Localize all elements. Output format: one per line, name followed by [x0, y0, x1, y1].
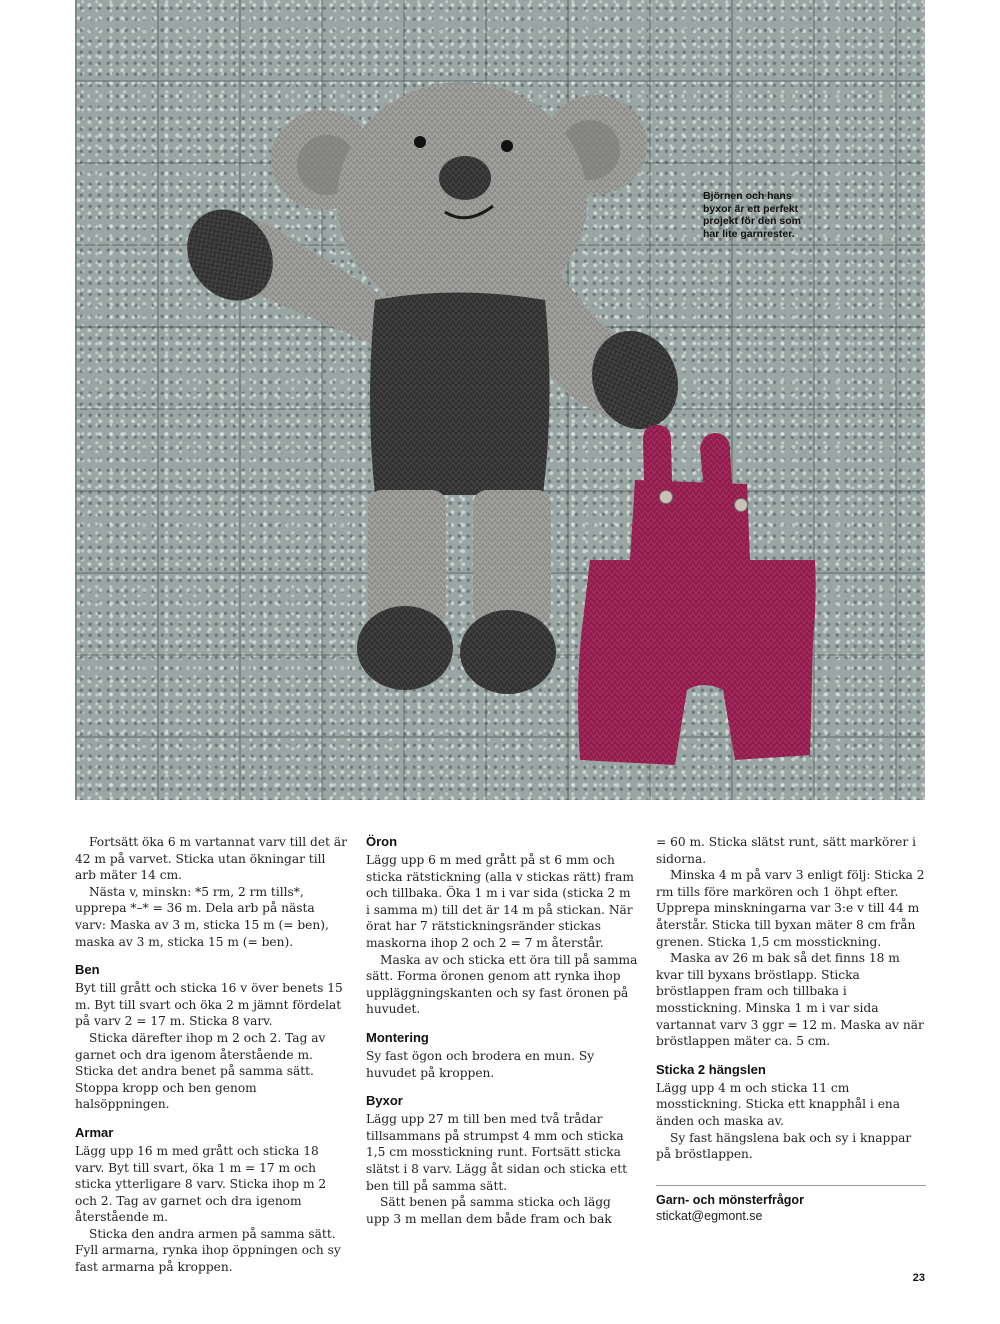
overalls-right-button [735, 499, 748, 512]
section-heading-montering: Montering [366, 1029, 429, 1045]
paragraph: Sy fast hängslena bak och sy i knappar på bröstlappen. [656, 1130, 912, 1162]
section-heading-ben: Ben [75, 962, 100, 978]
paragraph: Maska av och sticka ett öra till på samma sätt. Forma öronen genom att rynka ihop uppläggningskanten och sy fast öronen på huvudet. [366, 952, 638, 1017]
section-heading-armar: Armar [75, 1124, 114, 1140]
text-column-3 [656, 834, 926, 1225]
paragraph: Sticka därefter ihop m 2 och 2. Tag av garnet och dra igenom återstående m. Sticka det andra benet på samma sätt. Stoppa kropp och ben genom halsöppningen. [75, 1030, 326, 1112]
section-heading-hangslen: Sticka 2 hängslen [656, 1061, 766, 1077]
photo-caption: Björnen och hans byxor är ett perfekt projekt för den som har lite garnrester. [703, 190, 802, 240]
paragraph: Lägg upp 27 m till ben med två trådar tillsammans på strumpst 4 mm och sticka 1,5 cm mosstickning runt. Fortsätt sticka slätst i 8 varv. Lägg åt sidan och sticka ett ben till på samma sätt. [366, 1112, 628, 1193]
teddy-bear-and-overalls-illustration [75, 0, 925, 800]
paragraph: Lägg upp 4 m och sticka 11 cm mosstickning. Sticka ett knapphål i ena änden och maska av. [656, 1080, 901, 1128]
paragraph: Maska av 26 m bak så det finns 18 m kvar till byxans bröstlapp. Sticka bröstlappen fram och tillbaka i mosstickning. Minska 1 m i var sida vartannat varv 3 ggr = 12 m. Maska av när bröstlappen mäter ca. 5 cm. [656, 951, 924, 1049]
bear-head [337, 82, 587, 318]
contact-heading: Garn- och mönsterfrågor [656, 1192, 804, 1207]
text-column-1 [75, 834, 347, 1276]
text-column-2 [366, 834, 638, 1227]
paragraph: Fortsätt öka 6 m vartannat varv till det är 42 m på varvet. Sticka utan ökningar till arb mäter 14 cm. [75, 835, 347, 883]
paragraph: = 60 m. Sticka slätst runt, sätt markörer i sidorna. [656, 835, 916, 866]
bear-left-eye [414, 136, 426, 148]
bear-nose [439, 156, 491, 200]
overalls-left-button [660, 491, 673, 504]
bear-right-eye [501, 140, 513, 152]
bear-right-leg [473, 490, 551, 625]
divider [656, 1185, 926, 1186]
contact-email-link[interactable]: stickat@egmont.se [656, 1208, 763, 1223]
page-number: 23 [912, 1272, 925, 1284]
hero-photo [75, 0, 925, 800]
paragraph: Sticka den andra armen på samma sätt. Fyll armarna, rynka ihop öppningen och sy fast armarna på kroppen. [75, 1226, 341, 1275]
paragraph: Minska 4 m på varv 3 enligt följ: Sticka 2 rm tills före markören och 1 öhpt efter. Upprepa minskningarna var 3:e v till 44 m återstår. Sticka till byxan mäter 8 cm från grenen. Sticka 1,5 cm mosstickning. [656, 868, 925, 949]
bear-left-leg [368, 490, 446, 625]
paragraph: Byt till grått och sticka 16 v över benets 15 m. Byt till svart och öka 2 m jämnt fördelat på varv 2 = 17 m. Sticka 8 varv. [75, 981, 343, 1029]
paragraph: Lägg upp 16 m med grått och sticka 18 varv. Byt till svart, öka 1 m = 17 m och sticka ytterligare 8 varv. Sticka ihop m 2 och 2. Tag av garnet och dra igenom återstående m. [75, 1143, 327, 1225]
paragraph: Sy fast ögon och brodera en mun. Sy huvudet på kroppen. [366, 1048, 595, 1080]
bear-right-foot [460, 610, 556, 694]
knitted-overalls [578, 425, 816, 765]
paragraph: Nästa v, minskn: *5 rm, 2 rm tills*, upprepa *–* = 36 m. Dela arb på nästa varv: Maska av 3 m, sticka 15 m (= ben), maska av 3 m, sticka 15 m (= ben). [75, 884, 329, 949]
overalls-bib [630, 480, 750, 560]
paragraph: Lägg upp 6 m med grått på st 6 mm och sticka rätstickning (alla v stickas rätt) fram och tillbaka. Öka 1 m i var sida (sticka 2 m i samma m) till det är 14 m på stickan. När örat har 7 rätstickningsränder stickas maskorna ihop 2 och 2 = 7 m återstår. [366, 853, 634, 950]
bear-left-foot [357, 606, 453, 690]
overalls-body [578, 560, 816, 765]
section-heading-oron: Öron [366, 834, 398, 849]
paragraph: Sätt benen på samma sticka och lägg upp 3 m mellan dem både fram och bak [366, 1195, 612, 1226]
section-heading-byxor: Byxor [366, 1093, 403, 1109]
bear-body [370, 293, 550, 496]
